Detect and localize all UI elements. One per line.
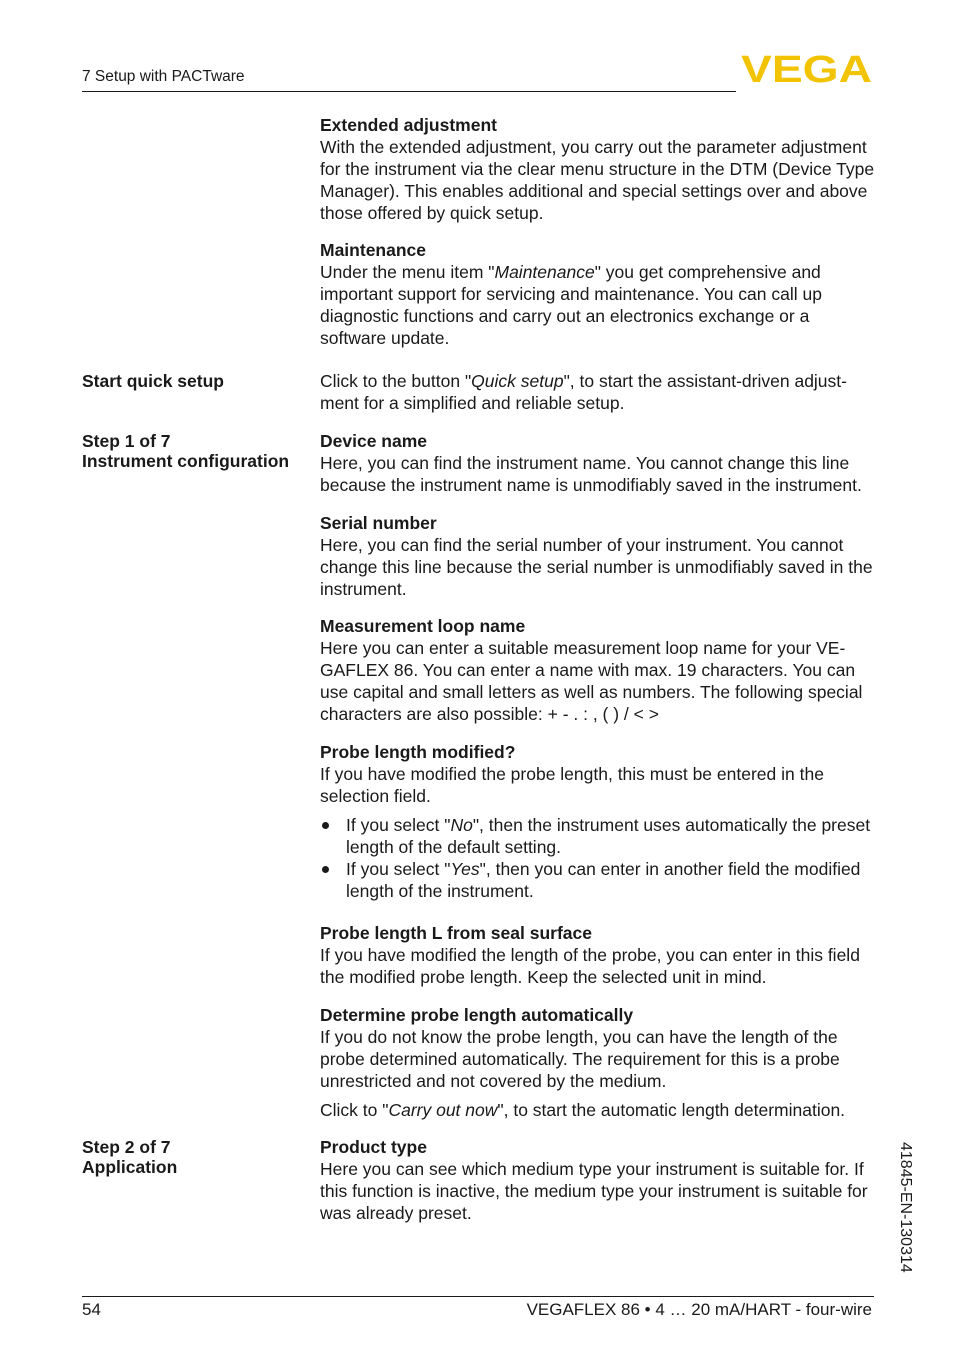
- list-item: If you select "No", then the instrument uses automatically the preset length of the default setting.: [320, 814, 880, 858]
- start-quick-setup-text: Click to the button "Quick setup", to start the assistant-driven adjustment for a simplified and reliable setup.: [320, 371, 847, 413]
- extended-adjustment-block: [320, 114, 880, 224]
- header-section-title: 7 Setup with PACTware: [82, 68, 245, 85]
- probe-length-block: [320, 922, 880, 988]
- measurement-loop-block: [320, 615, 880, 725]
- extended-adjustment-text: With the extended adjustment, you carry out the parameter adjustment for the instrument via the clear menu structure in the DTM (Device Type Manager). This enables additional and special settings over and above those offered by quick setup.: [320, 137, 875, 223]
- auto-length-title: Determine probe length automatically: [320, 1005, 634, 1025]
- device-name-block: [320, 430, 880, 496]
- auto-length-block: [320, 1004, 880, 1121]
- product-type-title: Product type: [320, 1137, 427, 1157]
- header-rule: [82, 91, 736, 92]
- vega-logo: [741, 53, 872, 83]
- list-item: If you select "Yes", then you can enter in another field the modified length of the instrument.: [320, 858, 880, 902]
- maintenance-text: Under the menu item "Maintenance" you get comprehensive and important support for servicing and maintenance. You can call up diagnostic functions and carry out an electronics exchange or a software update.: [320, 262, 822, 348]
- serial-number-title: Serial number: [320, 513, 437, 533]
- start-quick-setup-block: [320, 370, 880, 414]
- step1-name: Instrument configuration: [82, 451, 290, 471]
- bullet-icon: [322, 822, 329, 829]
- device-name-text: Here, you can find the instrument name. You cannot change this line because the instrument name is unmodifiably saved in the instrument.: [320, 453, 862, 495]
- step1-number: Step 1 of 7: [82, 431, 171, 451]
- footer-rule: [82, 1296, 874, 1297]
- maintenance-block: [320, 239, 880, 349]
- start-quick-setup-label: Start quick setup: [82, 371, 224, 391]
- product-type-text: Here you can see which medium type your instrument is suitable for. If this function is inactive, the medium type your instrument is suitable for was already preset.: [320, 1159, 868, 1223]
- probe-modified-title: Probe length modified?: [320, 742, 516, 762]
- product-type-block: [320, 1136, 880, 1224]
- bullet-icon: [322, 866, 329, 873]
- auto-length-text: If you do not know the probe length, you can have the length of the probe determined automatically. The requirement for this is a probe unrestricted and not covered by the medium.: [320, 1027, 840, 1091]
- page-number: 54: [82, 1300, 101, 1319]
- extended-adjustment-title: Extended adjustment: [320, 115, 497, 135]
- probe-modified-block: [320, 741, 880, 902]
- serial-number-text: Here, you can find the serial number of your instrument. You cannot change this line because the serial number is unmodifiably saved in the instrument.: [320, 535, 873, 599]
- vega-logo-text: VEGA: [741, 53, 872, 83]
- device-name-title: Device name: [320, 431, 428, 451]
- step2-number: Step 2 of 7: [82, 1137, 171, 1157]
- carry-out-now-text: Click to "Carry out now", to start the automatic length determination.: [320, 1100, 846, 1120]
- probe-modified-text: If you have modified the probe length, this must be entered in the selection field.: [320, 764, 824, 806]
- step2-label: [82, 1137, 177, 1177]
- measurement-loop-text: Here you can enter a suitable measurement loop name for your VEGAFLEX 86. You can enter a name with max. 19 characters. You can use capital and small letters as well as numbers. The following special characters are also possible: + - . : , ( ) / < >: [320, 638, 863, 724]
- document-code: 41845-EN-130314: [897, 1142, 914, 1273]
- step1-label: [82, 431, 289, 471]
- probe-length-text: If you have modified the length of the probe, you can enter in this field the modified probe length. Keep the selected unit in mind.: [320, 945, 860, 987]
- maintenance-title: Maintenance: [320, 240, 426, 260]
- serial-number-block: [320, 512, 880, 600]
- measurement-loop-title: Measurement loop name: [320, 616, 526, 636]
- probe-length-title: Probe length L from seal surface: [320, 923, 592, 943]
- step2-name: Application: [82, 1157, 178, 1177]
- document-title: VEGAFLEX 86 • 4 … 20 mA/HART - four-wire: [526, 1300, 872, 1319]
